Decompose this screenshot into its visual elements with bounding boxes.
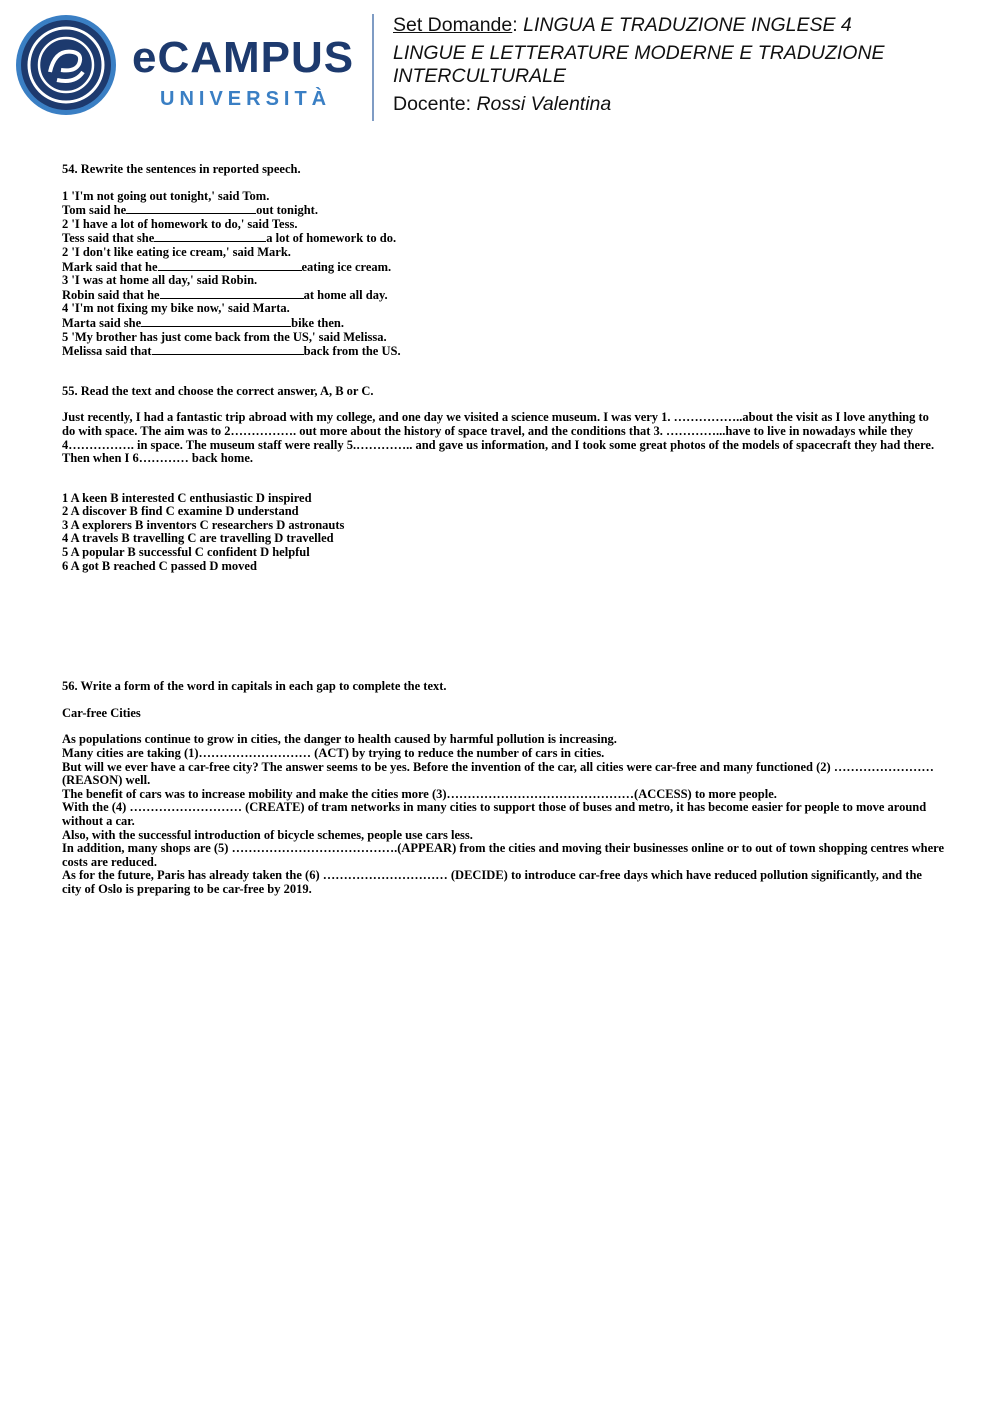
- line-text-after: eating ice cream.: [301, 259, 392, 274]
- exercise-line: [62, 316, 944, 331]
- answer-blank[interactable]: [126, 203, 256, 214]
- exercise-line: [62, 288, 944, 303]
- docente-name: Rossi Valentina: [476, 92, 612, 115]
- page-header: [0, 0, 1000, 130]
- line-text: 5 'My brother has just come back from the US,' said Melissa.: [62, 329, 387, 344]
- line-text: 4 'I'm not fixing my bike now,' said Marta.: [62, 301, 290, 316]
- text-line: But will we ever have a car-free city? The answer seems to be yes. Before the invention of the car, all cities were car-free and many functioned (2) …………………… (REASON) well.: [62, 759, 934, 788]
- answer-blank[interactable]: [158, 260, 302, 271]
- exercise-line: [62, 302, 944, 316]
- exercise-line: [62, 274, 944, 288]
- question-content: [62, 163, 944, 897]
- question-56-text: [62, 733, 944, 896]
- answer-option-row: 6 A got B reached C passed D moved: [62, 558, 257, 573]
- program-line-2: INTERCULTURALE: [393, 65, 566, 87]
- program-line-1: LINGUE E LETTERATURE MODERNE E TRADUZIONE: [393, 41, 885, 64]
- line-text: 2 'I have a lot of homework to do,' said Tess.: [62, 216, 298, 231]
- question-54: [62, 163, 944, 359]
- text-line: In addition, many shops are (5) ………………………………….(APPEAR) from the cities and moving their businesses online or to out of town shopping centres where costs are reduced.: [62, 841, 944, 869]
- line-text: Tom said he: [62, 203, 127, 218]
- question-55-options: [62, 492, 944, 574]
- exercise-line: [62, 203, 944, 218]
- answer-option-row: 2 A discover B find C examine D understand: [62, 504, 299, 519]
- line-text: 1 'I'm not going out tonight,' said Tom.: [62, 188, 270, 203]
- exercise-line: [62, 331, 944, 345]
- header-divider: [372, 14, 374, 121]
- answer-option-row: 3 A explorers B inventors C researchers D astronauts: [62, 517, 345, 532]
- text-line: With the (4) ……………………… (CREATE) of tram networks in many cities to support those of buses and metro, it has become easier for people to move around without a car.: [62, 800, 927, 828]
- question-56-subtitle: Car-free Cities: [62, 705, 141, 720]
- exercise-line: [62, 190, 944, 204]
- exercise-line: [62, 231, 944, 246]
- line-text: Mark said that he: [62, 259, 158, 274]
- question-55: [62, 385, 944, 574]
- exercise-line: [62, 246, 944, 260]
- line-text: Tess said that she: [62, 231, 155, 246]
- answer-option-row: 5 A popular B successful C confident D helpful: [62, 545, 310, 560]
- line-text: Marta said she: [62, 315, 142, 330]
- exercise-line: [62, 344, 944, 359]
- answer-blank[interactable]: [160, 288, 304, 299]
- question-55-title: 55. Read the text and choose the correct answer, A, B or C.: [62, 383, 374, 398]
- course-info: [393, 14, 993, 116]
- exercise-line: [62, 218, 944, 232]
- answer-blank[interactable]: [154, 231, 266, 242]
- answer-option-row: 4 A travels B travelling C are travelling D travelled: [62, 531, 334, 546]
- text-line: Also, with the successful introduction of bicycle schemes, people use cars less.: [62, 827, 473, 842]
- exercise-line: [62, 260, 944, 275]
- question-55-text: Just recently, I had a fantastic trip abroad with my college, and one day we visited a science museum. I was very 1. ……………..about the visit as I love anything to do with space. The aim was to 2……………. out more about the history of space travel, and the conditions that 3. …………...have to live in nowadays while they 4……………. in space. The museum staff were really 5.………….. and gave us information, and I took some great photos of the models of spacecraft they had there. Then when I 6………… back home.: [62, 410, 935, 466]
- answer-option-row: 1 A keen B interested C enthusiastic D inspired: [62, 490, 312, 505]
- text-line: As populations continue to grow in cities, the danger to health caused by harmful pollution is increasing.: [62, 732, 617, 747]
- answer-blank[interactable]: [141, 316, 291, 327]
- line-text-after: back from the US.: [303, 344, 401, 359]
- logo-wordmark: eCAMPUS: [132, 33, 355, 82]
- course-title: LINGUA E TRADUZIONE INGLESE 4: [523, 14, 852, 36]
- line-text: 3 'I was at home all day,' said Robin.: [62, 273, 258, 288]
- docente-label: Docente:: [393, 92, 477, 115]
- question-56-title: 56. Write a form of the word in capitals in each gap to complete the text.: [62, 679, 447, 694]
- set-label: Set Domande: [393, 14, 513, 36]
- answer-blank[interactable]: [152, 344, 304, 355]
- logo-subtitle: UNIVERSITÀ: [160, 88, 332, 110]
- line-text: Robin said that he: [62, 287, 160, 302]
- text-line: The benefit of cars was to increase mobility and make the cities more (3)………………………………………(ACCESS) to more people.: [62, 786, 777, 801]
- question-56: [62, 680, 944, 896]
- set-separator: :: [512, 14, 524, 36]
- line-text: Melissa said that: [62, 344, 152, 359]
- ecampus-logo-icon: [15, 14, 117, 116]
- question-54-title: 54. Rewrite the sentences in reported speech.: [62, 162, 301, 176]
- question-54-lines: [62, 190, 944, 359]
- line-text: 2 'I don't like eating ice cream,' said Mark.: [62, 244, 291, 259]
- text-line: Many cities are taking (1)……………………… (ACT) by trying to reduce the number of cars in cities.: [62, 746, 605, 761]
- line-text-after: at home all day.: [303, 287, 388, 302]
- line-text-after: out tonight.: [256, 203, 318, 218]
- text-line: As for the future, Paris has already taken the (6) ………………………… (DECIDE) to introduce car-free days which have reduced pollution significantly, and the city of Oslo is preparing to be car-free by 2019.: [62, 868, 922, 896]
- line-text-after: bike then.: [291, 315, 344, 330]
- line-text-after: a lot of homework to do.: [266, 231, 397, 246]
